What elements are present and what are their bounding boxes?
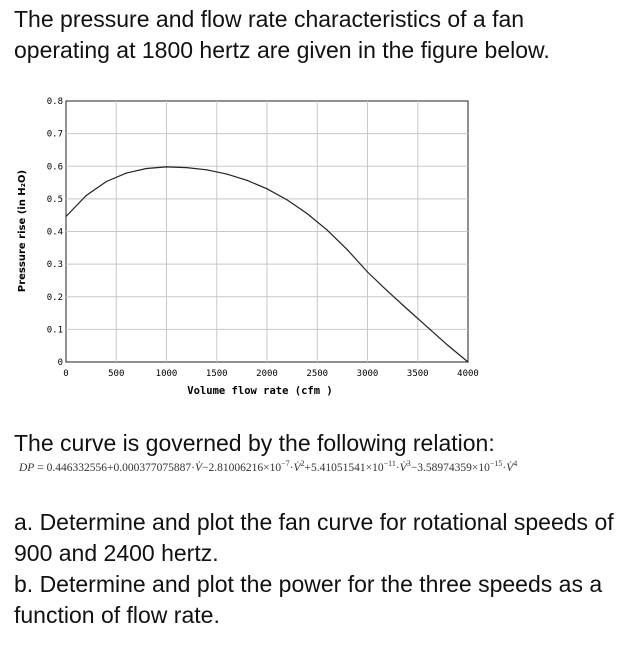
data-point (106, 181, 107, 182)
data-point (166, 166, 167, 167)
relation-heading: The curve is governed by the following relation: (14, 430, 495, 456)
data-point (287, 199, 288, 200)
y-tick-label: 0.3 (46, 260, 63, 271)
data-point (467, 361, 468, 362)
data-point (447, 345, 448, 346)
data-point (126, 173, 127, 174)
x-axis-label: Volume flow rate (cfm ) (187, 385, 333, 397)
coef-2: 2.81006216 (208, 461, 264, 474)
data-point (86, 195, 87, 196)
data-point (226, 173, 227, 174)
governing-equation: DP = $0.446332556+0.000377075887\cdot V̇-2.81006216\times 10^{-7}\cdot V̇^2+5.41051541\times 10^{-11}\cdot V̇^3-3.58974359\times 10^{-15}\cdot V̇^4$ (19, 459, 518, 474)
pressure-flow-chart (0, 90, 633, 425)
x-tick-label: 2500 (306, 369, 329, 379)
data-point (206, 169, 207, 170)
y-tick-label: 0.5 (46, 194, 63, 205)
x-tick-label: 2000 (256, 369, 278, 379)
task-b: b. Determine and plot the power for the three speeds as a function of flow rate. (14, 571, 603, 628)
x-tick-label: 500 (108, 369, 125, 379)
x-tick-label: 3000 (356, 369, 379, 379)
coef-4: 3.58974359 (417, 461, 472, 474)
x-tick-label: 0 (63, 369, 69, 379)
data-point (186, 167, 187, 168)
x-tick-label: 1000 (155, 369, 178, 379)
y-tick-label: 0.7 (46, 129, 63, 140)
data-point (347, 249, 348, 250)
coef-1: 0.000377075887 (113, 461, 192, 474)
y-axis-label: Pressure rise (in H₂O) (17, 169, 28, 293)
equation-lhs: DP (19, 461, 35, 474)
y-tick-labels (47, 97, 63, 368)
data-point (307, 213, 308, 214)
data-point (327, 230, 328, 231)
task-a: a. Determine and plot the fan curve for rotational speeds of 900 and 2400 hertz. (14, 509, 614, 566)
problem-intro: The pressure and flow rate characteristics of a fan operating at 1800 hertz are given in the figure below. (14, 6, 550, 63)
data-point (65, 216, 66, 217)
y-tick-label: 0.6 (46, 162, 63, 173)
data-point (387, 291, 388, 292)
y-tick-label: 0.1 (46, 325, 63, 336)
data-point (246, 180, 247, 181)
y-tick-label: 0.4 (46, 227, 63, 238)
x-tick-labels (63, 369, 479, 379)
task-list (14, 507, 624, 631)
y-tick-label: 0.8 (46, 97, 63, 107)
data-point (427, 327, 428, 328)
data-point (146, 168, 147, 169)
data-point (407, 309, 408, 310)
y-tick-label: 0 (57, 358, 63, 368)
x-tick-label: 3500 (406, 369, 429, 379)
y-tick-label: 0.2 (46, 292, 63, 303)
coef-3: 5.41051541 (310, 461, 366, 474)
exp-3: −11 (383, 459, 396, 468)
data-point (367, 271, 368, 272)
coef-0: 0.446332556 (46, 461, 107, 474)
data-point (266, 188, 267, 189)
exp-4: −15 (489, 459, 503, 468)
exp-2: −7 (281, 459, 290, 468)
x-tick-label: 4000 (457, 369, 479, 379)
x-tick-label: 1500 (205, 369, 228, 379)
